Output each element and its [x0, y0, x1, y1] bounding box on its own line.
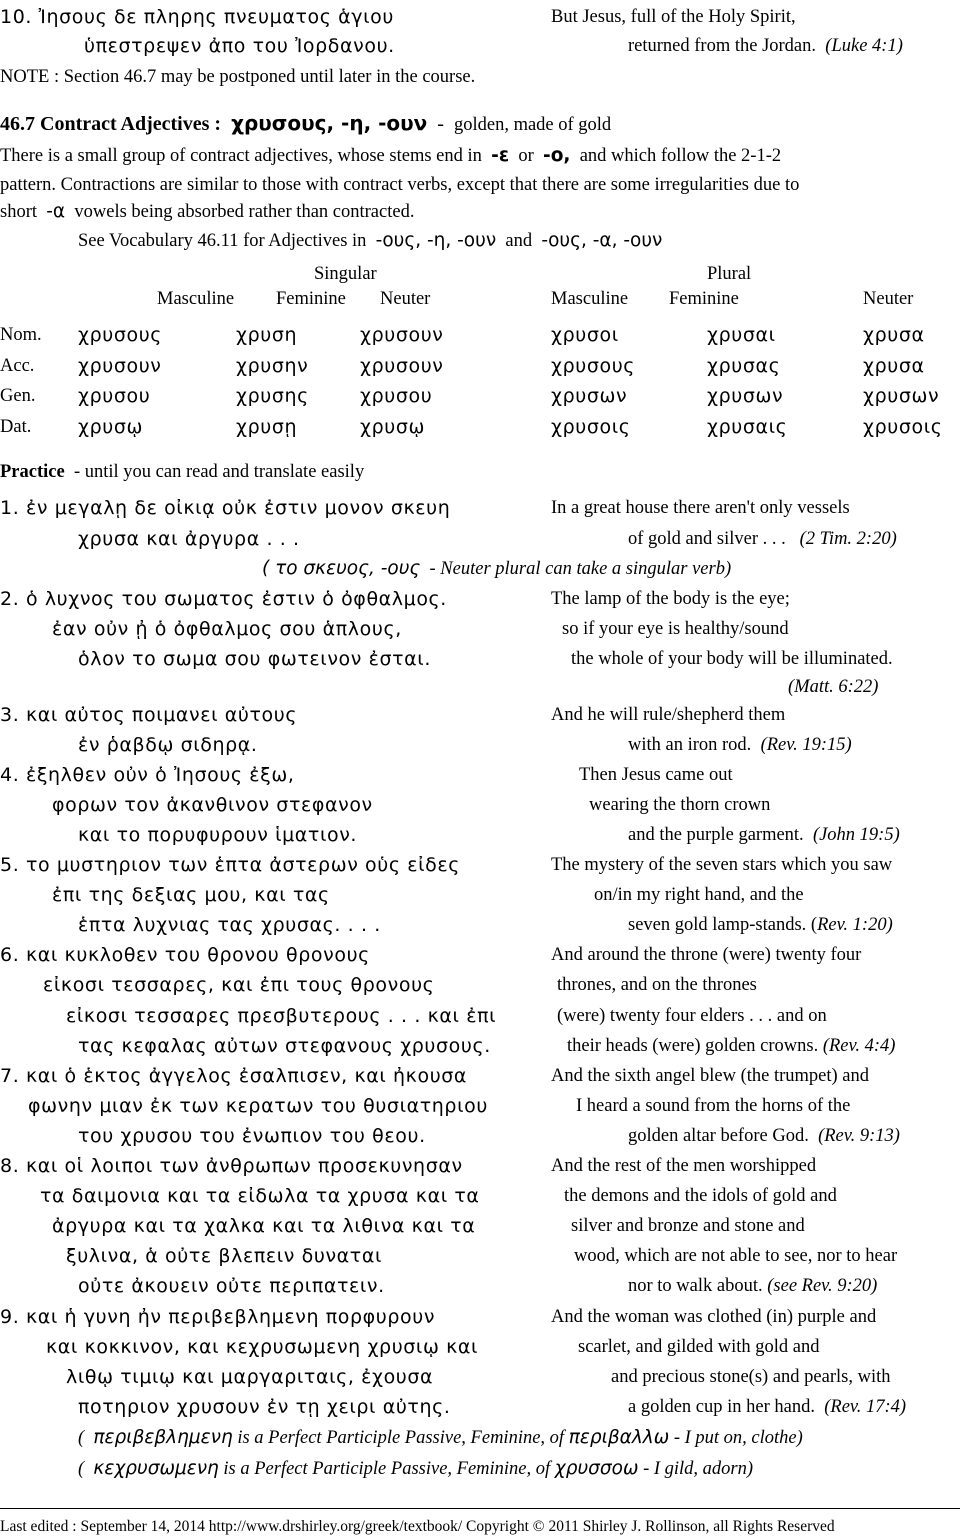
case-label: Dat. [0, 417, 32, 437]
exercise-english [628, 824, 900, 846]
table-cell: χρυσους [78, 324, 163, 346]
exercise-greek: του χρυσου του ἐνωπιον του θεου. [78, 1125, 426, 1147]
exercise-english: so if your eye is healthy/sound [562, 619, 789, 639]
english-text: and the purple garment. [628, 825, 804, 845]
exercise-english: silver and bronze and stone and [571, 1216, 805, 1236]
exercise-english: And the woman was clothed (in) purple and [551, 1307, 877, 1327]
case-label: Nom. [0, 325, 42, 345]
table-col-masc-pl: Masculine [551, 289, 629, 309]
scripture-reference: (see Rev. 9:20) [767, 1276, 878, 1296]
section-title: 46.7 Contract Adjectives : [0, 113, 222, 135]
exercise-greek: τας κεφαλας αὐτων στεφανους χρυσους. [78, 1035, 491, 1057]
table-cell: χρυσοι [551, 324, 619, 346]
table-header-singular: Singular [314, 264, 377, 284]
note-greek: περιβεβλημενη [93, 1427, 233, 1448]
exercise-english [628, 1275, 877, 1297]
exercise-greek: 4. ἐξηλθεν οὐν ὁ Ἰησους ἐξω, [0, 764, 295, 786]
exercise-greek: ξυλινα, ἁ οὐτε βλεπειν δυναται [66, 1245, 382, 1267]
paragraph-or: or [518, 146, 534, 166]
intro-greek-line-2: ὑπεστρεψεν ἀπο του Ἰορδανου. [84, 35, 395, 57]
table-cell: χρυσῳ [78, 416, 143, 438]
exercise-greek: οὐτε ἀκουειν οὐτε περιπατειν. [78, 1275, 385, 1297]
exercise-greek: ἑπτα λυχνιας τας χρυσας. . . . [78, 914, 381, 936]
footer-divider [0, 1508, 960, 1509]
table-cell: χρυσαι [707, 324, 776, 346]
table-cell: χρυσων [707, 385, 784, 407]
table-col-neut-sg: Neuter [380, 289, 431, 309]
note-text: is a Perfect Participle Passive, Feminine, of [237, 1428, 565, 1448]
paragraph-text: and which follow the 2-1-2 [579, 146, 782, 166]
exercise-english [628, 1125, 900, 1147]
intro-reference: (Luke 4:1) [825, 36, 903, 56]
section-heading [0, 112, 611, 136]
practice-heading [0, 461, 364, 483]
intro-english-line-2 [628, 35, 903, 57]
table-cell: χρυσου [78, 385, 151, 407]
table-cell: χρυσοις [863, 416, 943, 438]
see-and: and [505, 231, 533, 251]
exercise-greek: ἐαν οὐν ᾐ ὁ ὀφθαλμος σου ἁπλους, [52, 618, 402, 640]
table-cell: χρυσῃ [236, 416, 298, 438]
english-text: of gold and silver . . . [628, 529, 786, 549]
note-greek: χρυσσοω [554, 1458, 639, 1479]
table-cell: χρυσα [863, 355, 925, 377]
exercise-english: the whole of your body will be illuminated. [571, 649, 893, 669]
table-cell: χρυσουν [78, 355, 162, 377]
scripture-reference: (Matt. 6:22) [788, 677, 879, 697]
see-greek-2: -ους, -α, -ουν [541, 230, 663, 251]
exercise-note [262, 558, 731, 580]
table-cell: χρυσων [863, 385, 940, 407]
exercise-english: In a great house there aren't only vessels [551, 498, 850, 518]
exercise-english: I heard a sound from the horns of the [576, 1096, 851, 1116]
note-text: - Neuter plural can take a singular verb) [429, 559, 732, 579]
note-greek: κεχρυσωμενη [93, 1458, 219, 1479]
exercise-english [628, 914, 893, 936]
english-text: a golden cup in her hand. [628, 1397, 815, 1417]
practice-title: Practice [0, 462, 65, 482]
exercise-english: thrones, and on the thrones [557, 975, 757, 995]
exercise-english [628, 1396, 906, 1418]
section-gloss: golden, made of gold [453, 115, 612, 135]
exercise-english: And the sixth angel blew (the trumpet) and [551, 1066, 870, 1086]
note-text: is a Perfect Participle Passive, Feminine, of [223, 1459, 551, 1479]
exercise-greek: 6. και κυκλοθεν του θρονου θρονους [0, 944, 370, 966]
section-dash: - [437, 113, 444, 135]
exercise-greek: και το πορυφυρουν ἱματιον. [78, 824, 358, 846]
exercise-greek: ἐπι της δεξιας μου, και τας [52, 884, 330, 906]
paragraph-see-vocabulary [78, 230, 662, 252]
english-text: nor to walk about. [628, 1276, 763, 1296]
exercise-english: The lamp of the body is the eye; [551, 589, 790, 609]
exercise-greek: εἰκοσι τεσσαρες, και ἐπι τους θρονους [43, 974, 435, 996]
section-note: NOTE : Section 46.7 may be postponed until later in the course. [0, 67, 476, 87]
table-col-neut-pl: Neuter [863, 289, 914, 309]
exercise-greek: ἀργυρα και τα χαλκα και τα λιθινα και τα [52, 1215, 476, 1237]
exercise-greek: 9. και ἡ γυνη ἠν περιβεβλημενη πορφυρουν [0, 1306, 436, 1328]
table-col-masc-sg: Masculine [157, 289, 235, 309]
case-label: Acc. [0, 356, 35, 376]
scripture-reference: (2 Tim. 2:20) [799, 529, 897, 549]
english-text: golden altar before God. [628, 1126, 809, 1146]
practice-subtitle: - until you can read and translate easily [73, 462, 365, 482]
exercise-greek: 7. και ὁ ἑκτος ἀγγελος ἐσαλπισεν, και ἠκουσα [0, 1065, 468, 1087]
intro-english-text: returned from the Jordan. [628, 36, 817, 56]
exercise-greek: ποτηριον χρυσουν ἐν τῃ χειρι αὐτης. [78, 1396, 451, 1418]
section-forms: χρυσους, -η, -ουν [231, 111, 428, 135]
paragraph-line-2: pattern. Contractions are similar to those with contract verbs, except that there are some irregularities due to [0, 175, 800, 195]
table-col-fem-pl: Feminine [669, 289, 739, 309]
exercise-english: wood, which are not able to see, nor to hear [574, 1246, 898, 1266]
epsilon-ending: -ε [491, 145, 510, 166]
paragraph-text: short [0, 202, 37, 222]
see-greek-1: -ους, -η, -ουν [375, 230, 497, 251]
exercise-greek: 5. το μυστηριον των ἑπτα ἀστερων οὑς εἰδες [0, 854, 461, 876]
table-cell: χρυσουν [360, 324, 444, 346]
english-text: seven gold lamp-stands. ( [628, 915, 818, 935]
table-cell: χρυσουν [360, 355, 444, 377]
exercise-english [628, 528, 897, 550]
exercise-greek: ὁλον το σωμα σου φωτεινον ἐσται. [78, 648, 431, 670]
intro-english-line-1: But Jesus, full of the Holy Spirit, [551, 7, 796, 27]
see-text: See Vocabulary 46.11 for Adjectives in [78, 231, 367, 251]
table-cell: χρυση [236, 324, 298, 346]
exercise-greek: φορων τον ἀκανθινον στεφανον [52, 794, 373, 816]
scripture-reference: (Rev. 4:4) [822, 1036, 896, 1056]
paragraph-text: vowels being absorbed rather than contracted. [74, 202, 415, 222]
note-text: - I put on, clothe) [673, 1428, 803, 1448]
exercise-english: And the rest of the men worshipped [551, 1156, 817, 1176]
exercise-greek: 1. ἐν μεγαλῃ δε οἰκιᾳ οὐκ ἐστιν μονον σκευη [0, 497, 451, 519]
omicron-ending: -ο, [543, 145, 571, 166]
exercise-greek: εἰκοσι τεσσαρες πρεσβυτερους . . . και ἐπι [66, 1005, 497, 1027]
table-cell: χρυσων [551, 385, 628, 407]
exercise-english: And around the throne (were) twenty four [551, 945, 862, 965]
paragraph-line-3 [0, 201, 414, 223]
scripture-reference: (John 19:5) [812, 825, 900, 845]
table-cell: χρυσα [863, 324, 925, 346]
grammar-note [78, 1458, 753, 1480]
case-label: Gen. [0, 386, 36, 406]
exercise-greek: τα δαιμονια και τα εἰδωλα τα χρυσα και τα [40, 1185, 480, 1207]
exercise-english: scarlet, and gilded with gold and [578, 1337, 820, 1357]
note-greek: περιβαλλω [568, 1427, 670, 1448]
exercise-english: and precious stone(s) and pearls, with [611, 1367, 891, 1387]
exercise-english: the demons and the idols of gold and [564, 1186, 837, 1206]
intro-greek-line-1: 10. Ἰησους δε πληρης πνευματος ἁγιου [0, 6, 394, 28]
exercise-english: And he will rule/shepherd them [551, 705, 786, 725]
table-cell: χρυσους [551, 355, 636, 377]
alpha-ending: -α [46, 201, 66, 222]
exercise-greek: 2. ὁ λυχνος του σωματος ἐστιν ὁ ὀφθαλμος. [0, 588, 447, 610]
exercise-english: (were) twenty four elders . . . and on [557, 1006, 827, 1026]
table-cell: χρυσου [360, 385, 433, 407]
scripture-reference: (Rev. 17:4) [824, 1397, 907, 1417]
table-cell: χρυσης [236, 385, 309, 407]
exercise-greek: φωνην μιαν ἐκ των κερατων του θυσιατηριου [28, 1095, 488, 1117]
exercise-english [567, 1035, 895, 1057]
table-cell: χρυσην [236, 355, 309, 377]
note-paren: ( [78, 1428, 85, 1448]
exercise-english: Then Jesus came out [579, 765, 733, 785]
english-text: their heads (were) golden crowns. [567, 1036, 819, 1056]
table-col-fem-sg: Feminine [276, 289, 346, 309]
scripture-reference: (Rev. 9:13) [818, 1126, 900, 1146]
note-paren: ( [78, 1459, 85, 1479]
exercise-greek: λιθῳ τιμιῳ και μαργαριταις, ἐχουσα [66, 1366, 434, 1388]
table-cell: χρυσας [707, 355, 781, 377]
exercise-greek: 8. και οἱ λοιποι των ἀνθρωπων προσεκυνησαν [0, 1155, 463, 1177]
paragraph-text: There is a small group of contract adjectives, whose stems end in [0, 146, 482, 166]
note-text: - I gild, adorn) [643, 1459, 754, 1479]
table-cell: χρυσαις [707, 416, 788, 438]
exercise-greek: χρυσα και ἀργυρα . . . [78, 528, 300, 550]
note-greek: ( το σκευος, -ους [262, 558, 421, 579]
exercise-english: wearing the thorn crown [589, 795, 771, 815]
scripture-reference: (Rev. 19:15) [760, 735, 852, 755]
scripture-reference: Rev. 1:20) [817, 915, 893, 935]
exercise-greek: ἐν ῥαβδῳ σιδηρᾳ. [78, 734, 258, 756]
exercise-english: on/in my right hand, and the [594, 885, 804, 905]
exercise-greek: 3. και αὐτος ποιμανει αὐτους [0, 704, 298, 726]
paragraph-line-1 [0, 145, 781, 167]
grammar-note [78, 1427, 803, 1449]
footer-text: Last edited : September 14, 2014 http://www.drshirley.org/greek/textbook/ Copyright © 2011 Shirley J. Rollinson, all Rights Reserved [0, 1518, 835, 1535]
exercise-english [628, 734, 852, 756]
table-cell: χρυσοις [551, 416, 631, 438]
english-text: with an iron rod. [628, 735, 752, 755]
table-header-plural: Plural [707, 264, 752, 284]
table-cell: χρυσῳ [360, 416, 425, 438]
exercise-english: The mystery of the seven stars which you saw [551, 855, 893, 875]
exercise-greek: και κοκκινον, και κεχρυσωμενη χρυσιῳ και [46, 1336, 479, 1358]
